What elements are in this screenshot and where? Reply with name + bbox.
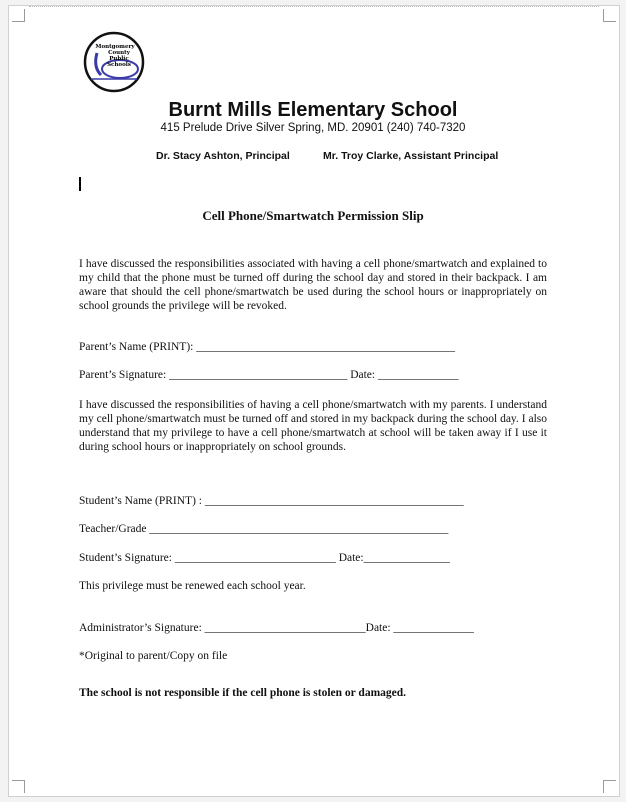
copy-note: *Original to parent/Copy on file (79, 650, 228, 662)
renewal-note: This privilege must be renewed each school year. (79, 580, 306, 592)
logo-text-line-1: Montgomery (95, 44, 135, 50)
form-title: Cell Phone/Smartwatch Permission Slip (202, 208, 424, 223)
school-address: 415 Prelude Drive Silver Spring, MD. 20901 (240) 740-7320 (160, 122, 466, 134)
margin-corner-top-right (603, 9, 616, 22)
text-cursor[interactable] (79, 177, 81, 191)
assistant-principal-name: Mr. Troy Clarke, Assistant Principal (323, 150, 499, 162)
administrator-signature-field[interactable]: Administrator’s Signature: ____________________________Date: ______________ (79, 622, 474, 634)
margin-corner-bottom-right (603, 780, 616, 793)
logo-text-line-4: Schools (107, 62, 131, 68)
page-top-border (29, 6, 599, 9)
student-name-field[interactable]: Student’s Name (PRINT) : _____________________________________________ (79, 495, 464, 507)
margin-corner-top-left (12, 9, 25, 22)
mcps-logo (83, 31, 145, 93)
school-name: Burnt Mills Elementary School (168, 99, 458, 121)
logo-text-line-2: County (108, 50, 130, 56)
margin-corner-bottom-left (12, 780, 25, 793)
student-statement-paragraph: I have discussed the responsibilities of having a cell phone/smartwatch with my parents. I understand my cell phone/smartwatch must be turned off and stored in my backpack during the school day. I also understand that my privilege to have a cell phone/smartwatch at school will be taken away if I use it during school hours or inappropriately on school grounds. (79, 399, 547, 453)
student-signature-field[interactable]: Student’s Signature: ____________________________ Date:_______________ (79, 552, 450, 564)
parent-name-field[interactable]: Parent’s Name (PRINT): _____________________________________________ (79, 341, 455, 353)
parent-signature-field[interactable]: Parent’s Signature: _______________________________ Date: ______________ (79, 369, 459, 381)
disclaimer: The school is not responsible if the cell phone is stolen or damaged. (79, 687, 407, 699)
principal-name: Dr. Stacy Ashton, Principal (156, 150, 290, 162)
teacher-grade-field[interactable]: Teacher/Grade ____________________________________________________ (79, 523, 449, 535)
logo-text-line-3: Public (109, 56, 129, 62)
parent-statement-paragraph: I have discussed the responsibilities associated with having a cell phone/smartwatch and explained to my child that the phone must be turned off during the school day and stored in their backpack. I am aware that should the cell phone/smartwatch be used during the school hours or inappropriately on school grounds the privilege will be revoked. (79, 258, 547, 312)
